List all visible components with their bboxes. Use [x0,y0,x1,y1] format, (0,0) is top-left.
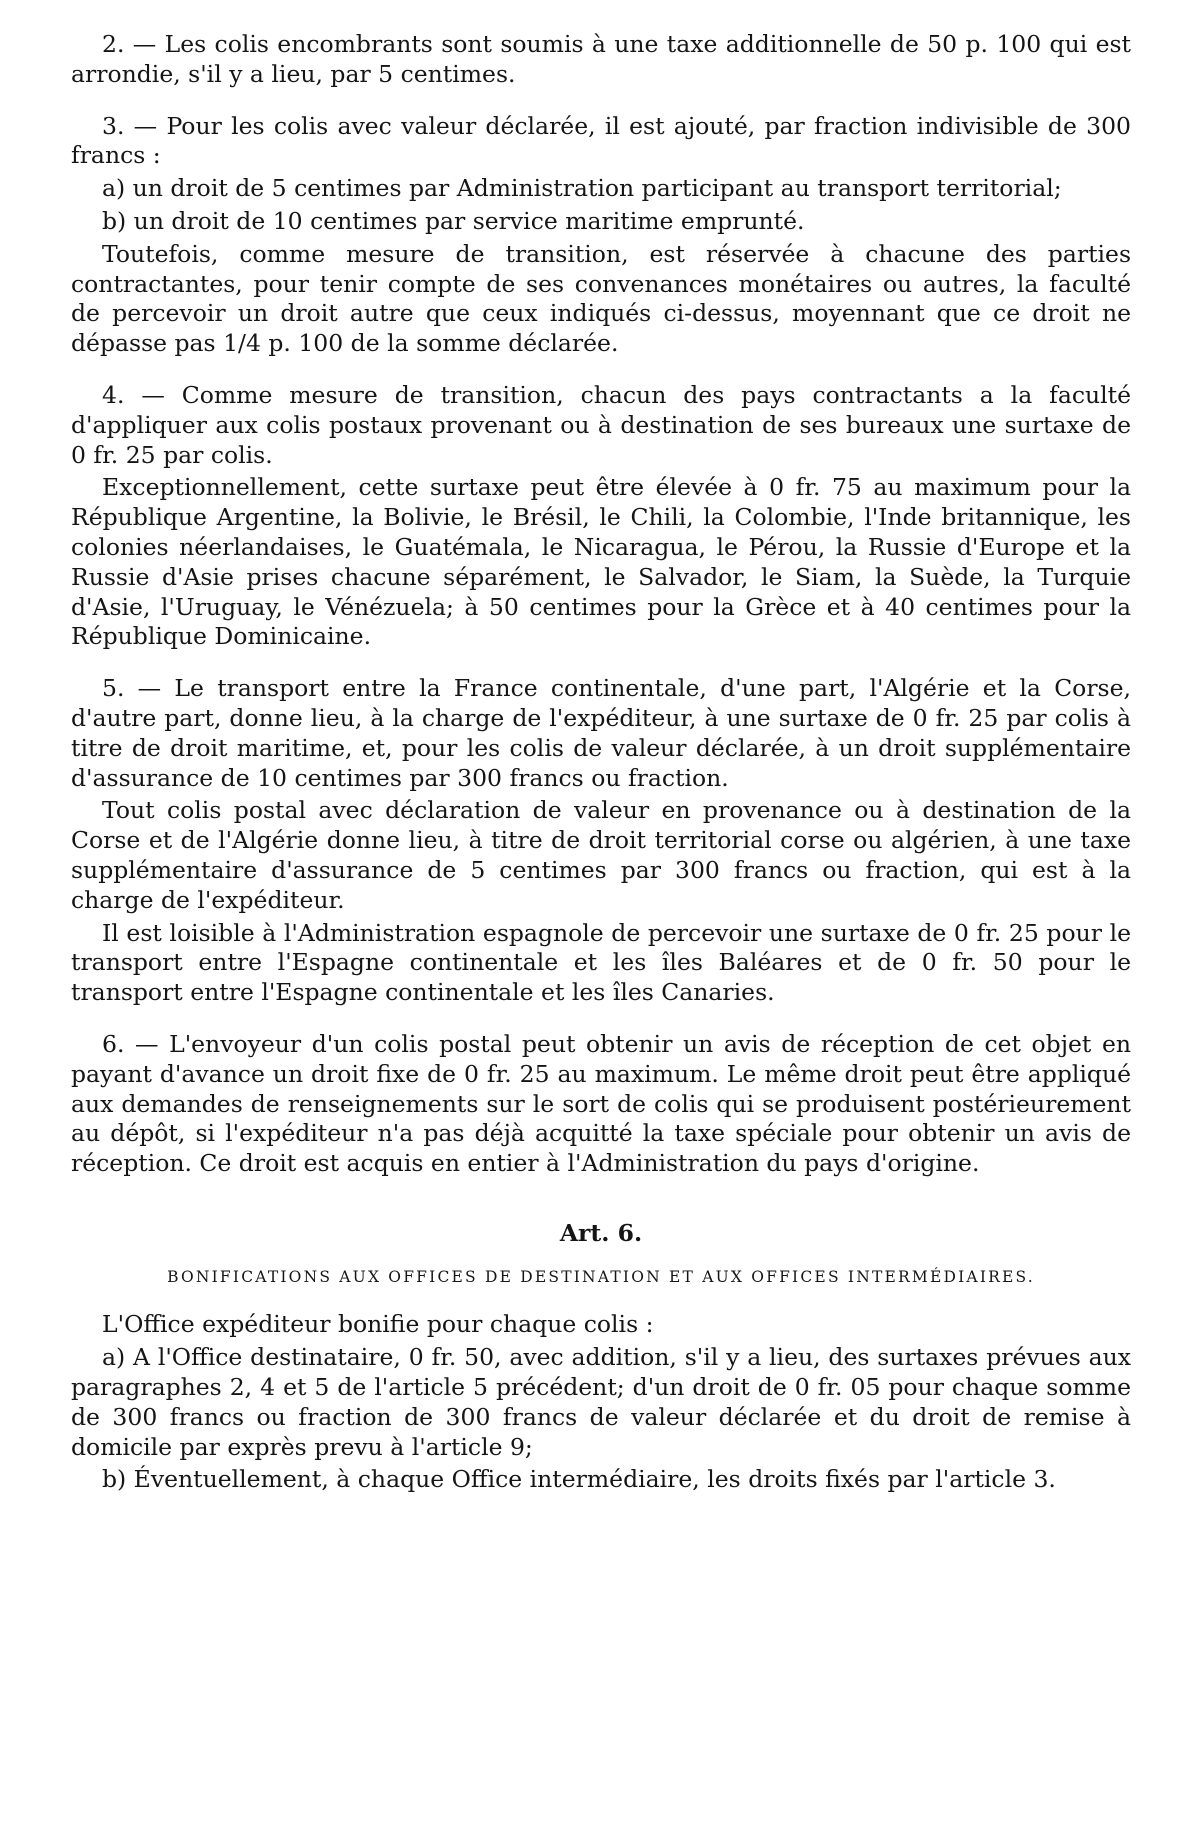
paragraph-art5-5-espagne: Il est loisible à l'Administration espagnole de percevoir une surtaxe de 0 fr. 25 pour le transport entre l'Espagne continentale et les îles Baléares et de 0 fr. 50 pour le transport entre l'Espagne continentale et les îles Canaries. [71,918,1131,1007]
document-page [71,30,1131,1495]
paragraph-art5-2: 2. — Les colis encombrants sont soumis à une taxe additionnelle de 50 p. 100 qui est arrondie, s'il y a lieu, par 5 centimes. [71,30,1131,88]
section-heading: BONIFICATIONS AUX OFFICES DE DESTINATION ET AUX OFFICES INTERMÉDIAIRES. [167,1267,1035,1286]
paragraph-art5-3: 3. — Pour les colis avec valeur déclarée, il est ajouté, par fraction indivisible de 300 francs : [71,111,1131,170]
paragraph-art5-3a: a) un droit de 5 centimes par Administration participant au transport territorial; [102,174,1062,203]
paragraph-art6-a: a) A l'Office destinataire, 0 fr. 50, avec addition, s'il y a lieu, des surtaxes prévues aux paragraphes 2, 4 et 5 de l'article 5 précédent; d'un droit de 0 fr. 05 pour chaque somme de 300 francs ou fraction de 300 francs de valeur déclarée et du droit de remise à domicile par exprès prevu à l'article 9; [71,1343,1131,1461]
paragraph-art5-4-exception: Exceptionnellement, cette surtaxe peut être élevée à 0 fr. 75 au maximum pour la République Argentine, la Bolivie, le Brésil, le Chili, la Colombie, l'Inde britannique, les colonies néerlandaises, le Guatémala, le Nicaragua, le Pérou, la Russie d'Europe et la Russie d'Asie prises chacune séparément, le Salvador, le Siam, la Suède, la Turquie d'Asie, l'Uruguay, le Vénézuela; à 50 centimes pour la Grèce et à 40 centimes pour la République Dominicaine. [71,473,1131,651]
paragraph-art6-intro: L'Office expéditeur bonifie pour chaque colis : [102,1310,654,1339]
paragraph-art5-5: 5. — Le transport entre la France continentale, d'une part, l'Algérie et la Corse, d'autre part, donne lieu, à la charge de l'expéditeur, à une surtaxe de 0 fr. 25 par colis à titre de droit maritime, et, pour les colis de valeur déclarée, à un droit supplémentaire d'assurance de 10 centimes par 300 francs ou fraction. [71,674,1131,792]
paragraph-art6-b: b) Éventuellement, à chaque Office intermédiaire, les droits fixés par l'article 3. [102,1465,1056,1494]
paragraph-art5-4: 4. — Comme mesure de transition, chacun des pays contractants a la faculté d'appliquer aux colis postaux provenant ou à destination de ses bureaux une surtaxe de 0 fr. 25 par colis. [71,380,1131,469]
paragraph-art5-5-corse-algerie: Tout colis postal avec déclaration de valeur en provenance ou à destination de la Corse et de l'Algérie donne lieu, à titre de droit territorial corse ou algérien, à une taxe supplémentaire d'assurance de 5 centimes par 300 francs ou fraction, qui est à la charge de l'expéditeur. [71,796,1131,914]
paragraph-art5-3b: b) un droit de 10 centimes par service maritime emprunté. [102,206,805,235]
paragraph-art5-3-transition: Toutefois, comme mesure de transition, est réservée à chacune des parties contractantes, pour tenir compte de ses convenances monétaires ou autres, la faculté de percevoir un droit autre que ceux indiqués ci-dessus, moyennant que ce droit ne dépasse pas 1/4 p. 100 de la somme déclarée. [71,239,1131,358]
paragraph-art5-6: 6. — L'envoyeur d'un colis postal peut obtenir un avis de réception de cet objet en payant d'avance un droit fixe de 0 fr. 25 au maximum. Le même droit peut être appliqué aux demandes de renseignements sur le sort de colis qui se produisent postérieurement au dépôt, si l'expéditeur n'a pas déjà acquitté la taxe spéciale pour obtenir un avis de réception. Ce droit est acquis en entier à l'Administration du pays d'origine. [71,1029,1131,1178]
article-title: Art. 6. [559,1218,643,1247]
